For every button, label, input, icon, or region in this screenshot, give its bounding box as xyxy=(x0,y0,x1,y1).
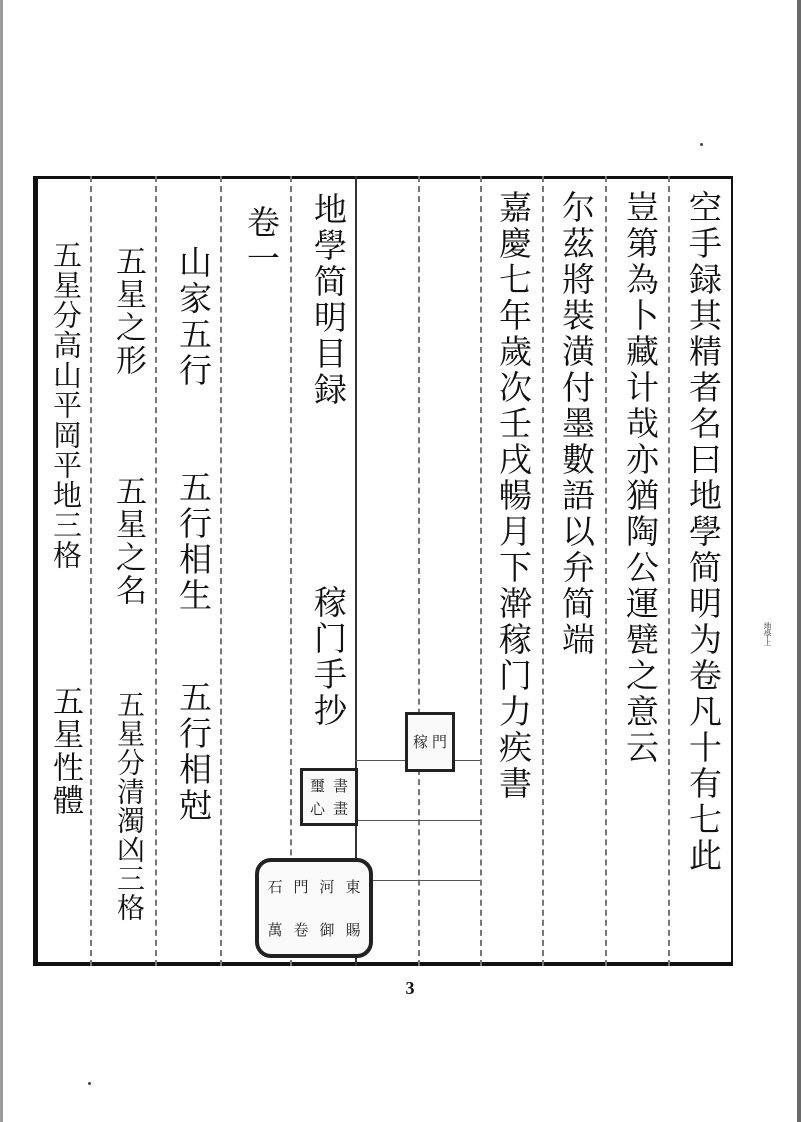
column-rule xyxy=(355,176,357,966)
text-column-2: 豈第為卜藏计哉亦猶陶公運甓之意云 xyxy=(621,190,660,766)
margin-note: 地學上 xyxy=(763,622,772,646)
collector-seal-medium xyxy=(300,768,358,826)
seal-char: 門 xyxy=(431,733,447,751)
volume-heading: 卷一 xyxy=(242,205,281,277)
left-page-edge xyxy=(0,0,3,1122)
text-column-3: 尔茲將裝潢付墨數語以弁简端 xyxy=(557,190,596,658)
collector-seal-large xyxy=(255,858,373,958)
seal-char: 畫 xyxy=(332,799,348,818)
seal-char: 石 xyxy=(267,877,283,896)
seal-char: 河 xyxy=(319,877,335,896)
right-page-edge xyxy=(797,0,801,1122)
column-rule xyxy=(668,176,670,966)
ink-speck xyxy=(88,1082,91,1085)
seal-char: 賜 xyxy=(345,920,361,939)
ruled-line xyxy=(355,820,480,821)
column-rule xyxy=(290,176,292,966)
column-rule xyxy=(155,176,157,966)
seal-char: 卷 xyxy=(293,920,309,939)
column-rule xyxy=(90,176,92,966)
column-rule xyxy=(605,176,607,966)
seal-char: 心 xyxy=(309,799,325,818)
toc-title: 地學简明目録 xyxy=(309,192,348,408)
toc-entry: 五行相生 xyxy=(174,470,213,614)
toc-entry: 山家五行 xyxy=(174,245,213,389)
column-rule xyxy=(480,176,482,966)
toc-entry: 五星之名 xyxy=(110,475,146,607)
seal-char: 稼 xyxy=(412,733,428,751)
toc-entry: 五星分清濁凶三格 xyxy=(113,690,146,922)
toc-entry: 五星性體 xyxy=(47,685,83,817)
seal-char: 御 xyxy=(319,920,335,939)
column-rule xyxy=(220,176,222,966)
copyist-signature: 稼门手抄 xyxy=(309,585,348,729)
ink-speck xyxy=(700,143,703,146)
text-column-4: 嘉慶七年歲次壬戌暢月下澣稼门力疾書 xyxy=(494,190,533,802)
toc-entry: 五星分高山平岡平地三格 xyxy=(49,240,83,570)
seal-char: 門 xyxy=(293,877,309,896)
toc-entry: 五行相尅 xyxy=(174,680,213,824)
seal-char: 璽 xyxy=(309,776,325,795)
seal-char: 東 xyxy=(345,877,361,896)
toc-entry: 五星之形 xyxy=(110,245,146,377)
ruled-line xyxy=(355,880,480,881)
column-rule xyxy=(542,176,544,966)
seal-char: 萬 xyxy=(267,920,283,939)
collector-seal-small xyxy=(405,712,455,772)
text-column-1: 空手録其精者名曰地學简明为卷凡十有七此 xyxy=(684,190,723,874)
seal-char: 書 xyxy=(332,776,348,795)
page-number: 3 xyxy=(405,978,415,998)
column-rule xyxy=(418,176,420,966)
